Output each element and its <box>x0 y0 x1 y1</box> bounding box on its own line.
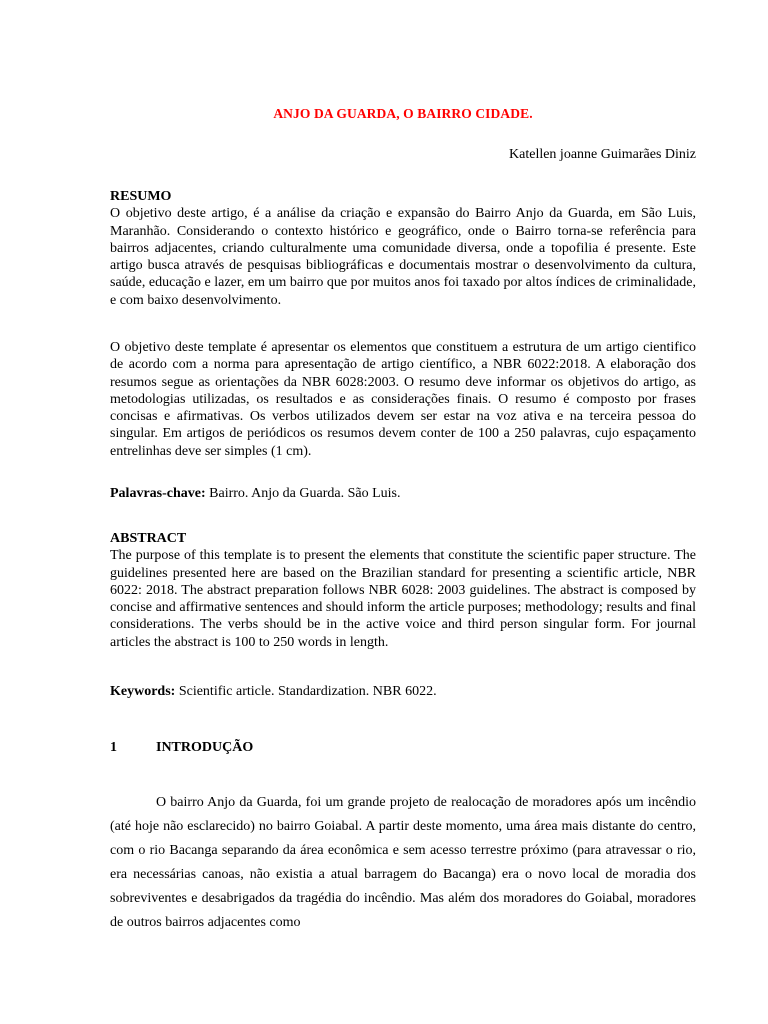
palavras-chave-line <box>110 485 696 502</box>
abstract-section <box>110 530 696 651</box>
resumo-paragraph-1: O objetivo deste artigo, é a análise da criação e expansão do Bairro Anjo da Guarda, em São Luis, Maranhão. Considerando o contexto histórico e geográfico, onde o Bairro torna-se referência para bairros adjacentes, criando culturalmente uma comunidade diversa, onde a topofilia é presente. Este artigo busca através de pesquisas bibliográficas e documentais mostrar o desenvolvimento da cultura, saúde, educação e lazer, em um bairro que por muitos anos foi taxado por altos índices de criminalidade, e com baixo desenvolvimento. <box>110 206 696 308</box>
section-number: 1 <box>110 740 117 755</box>
keywords-line <box>110 683 696 700</box>
resumo-paragraph-2: O objetivo deste template é apresentar os elementos que constituem a estrutura de um artigo cientifico de acordo com a norma para apresentação de artigo científico, a NBR 6022:2018. A elaboração dos resumos segue as orientações da NBR 6028:2003. O resumo deve informar os objetivos do artigo, as metodologias utilizadas, os resultados e as considerações finais. O resumo é composto por frases concisas e afirmativas. Os verbos utilizados devem ser estar na voz ativa e na terceira pessoa do singular. Em artigos de periódicos os resumos devem conter de 100 a 250 palavras, cujo espaçamento entrelinhas deve ser simples (1 cm). <box>110 340 696 459</box>
palavras-chave-label: Palavras-chave: <box>110 486 206 501</box>
document-page <box>110 0 696 1024</box>
palavras-chave-value: Bairro. Anjo da Guarda. São Luis. <box>205 486 401 501</box>
introducao-paragraph: O bairro Anjo da Guarda, foi um grande projeto de realocação de moradores após um incêndio (até hoje não esclarecido) no bairro Goiabal. A partir deste momento, uma área mais distante do centro, com o rio Bacanga separando da área econômica e sem acesso terrestre próximo (para atravessar o rio, era necessárias canoas, não existia a atual barragem do Bacanga) era o novo local de moradia dos sobreviventes e desabrigados da tragédia do incêndio. Mas além dos moradores do Goiabal, moradores de outros bairros adjacentes como <box>110 795 696 930</box>
keywords-value: Scientific article. Standardization. NBR 6022. <box>175 684 437 699</box>
section-heading-introducao <box>110 740 253 756</box>
abstract-heading: ABSTRACT <box>110 531 187 546</box>
section-title: INTRODUÇÃO <box>156 740 254 755</box>
author-name: Katellen joanne Guimarães Diniz <box>509 147 696 162</box>
abstract-paragraph: The purpose of this template is to present the elements that constitute the scientific paper structure. The guidelines presented here are based on the Brazilian standard for presenting a scientific article, NBR 6022: 2018. The abstract preparation follows NBR 6028: 2003 guidelines. The abstract is composed by concise and affirmative sentences and should inform the article purposes; methodology; results and final considerations. The verbs should be in the active voice and third person singular form. For journal articles the abstract is 100 to 250 words in length. <box>110 548 696 650</box>
keywords-label: Keywords: <box>110 684 176 699</box>
paper-title: ANJO DA GUARDA, O BAIRRO CIDADE. <box>273 106 533 121</box>
resumo-section <box>110 188 696 309</box>
resumo-heading: RESUMO <box>110 189 172 204</box>
